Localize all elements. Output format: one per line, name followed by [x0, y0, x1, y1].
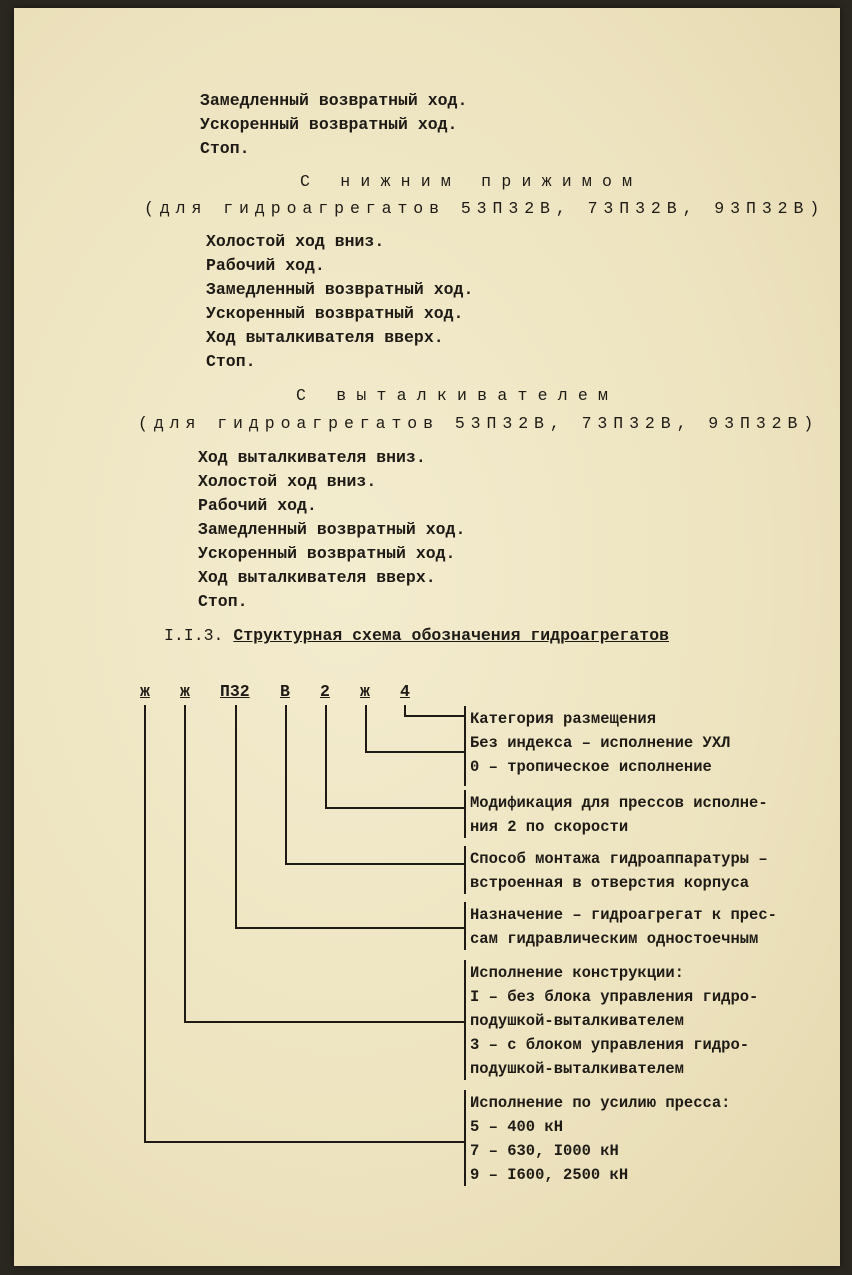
scheme-group-force — [470, 1091, 730, 1187]
force-line-1: Исполнение по усилию пресса: — [470, 1094, 731, 1112]
lower-clamp-item-5: Ход выталкивателя вверх. — [206, 328, 444, 347]
ejector-item-6: Ход выталкивателя вверх. — [198, 568, 436, 587]
scheme-number: I.I.3. — [164, 626, 224, 645]
continuation-line-1: Замедленный возвратный ход. — [200, 91, 468, 110]
scheme-group-design — [470, 961, 758, 1081]
design-line-5: подушкой-выталкивателем — [470, 1060, 684, 1078]
ejector-item-1: Ход выталкивателя вниз. — [198, 448, 426, 467]
mounting-line-2: встроенная в отверстия корпуса — [470, 874, 750, 892]
scheme-group-modification — [470, 791, 768, 839]
code-2: ж — [180, 682, 190, 701]
code-5: 2 — [320, 682, 330, 701]
lower-clamp-item-2: Рабочий ход. — [206, 256, 325, 275]
modification-line-1: Модификация для прессов исполне- — [470, 794, 768, 812]
ejector-item-2: Холостой ход вниз. — [198, 472, 377, 491]
design-line-3: подушкой-выталкивателем — [470, 1012, 684, 1030]
placement-line-1: Категория размещения — [470, 710, 657, 728]
purpose-line-1: Назначение – гидроагрегат к прес- — [470, 906, 777, 924]
scheme-group-mounting — [470, 847, 768, 895]
ejector-title: С выталкивателем — [296, 386, 619, 405]
lower-clamp-item-4: Ускоренный возвратный ход. — [206, 304, 464, 323]
scheme-group-purpose — [470, 903, 777, 951]
force-line-3: 7 – 630, I000 кН — [470, 1142, 619, 1160]
purpose-line-2: сам гидравлическим одностоечным — [470, 930, 759, 948]
placement-line-2: Без индекса – исполнение УХЛ — [470, 734, 731, 752]
continuation-line-3: Стоп. — [200, 139, 250, 158]
lower-clamp-item-6: Стоп. — [206, 352, 256, 371]
ejector-item-3: Рабочий ход. — [198, 496, 317, 515]
force-line-4: 9 – I600, 2500 кН — [470, 1166, 629, 1184]
code-1: ж — [140, 682, 150, 701]
document-page — [14, 8, 840, 1266]
code-6: ж — [360, 682, 370, 701]
ejector-item-5: Ускоренный возвратный ход. — [198, 544, 456, 563]
placement-line-3: 0 – тропическое исполнение — [470, 758, 712, 776]
design-line-2: I – без блока управления гидро- — [470, 988, 759, 1006]
scheme-group-placement — [470, 707, 730, 779]
lower-clamp-item-1: Холостой ход вниз. — [206, 232, 385, 251]
force-line-2: 5 – 400 кН — [470, 1118, 564, 1136]
code-4: В — [280, 682, 290, 701]
mounting-line-1: Способ монтажа гидроаппаратуры – — [470, 850, 768, 868]
ejector-item-4: Замедленный возвратный ход. — [198, 520, 466, 539]
design-line-4: 3 – с блоком управления гидро- — [470, 1036, 750, 1054]
scheme-title: Структурная схема обозначения гидроагрегатов — [233, 626, 669, 645]
lower-clamp-title: С нижним прижимом — [300, 172, 643, 191]
code-3: П32 — [220, 682, 250, 701]
ejector-item-7: Стоп. — [198, 592, 248, 611]
lower-clamp-item-3: Замедленный возвратный ход. — [206, 280, 474, 299]
modification-line-2: ния 2 по скорости — [470, 818, 629, 836]
continuation-line-2: Ускоренный возвратный ход. — [200, 115, 458, 134]
code-7: 4 — [400, 682, 410, 701]
ejector-subtitle: (для гидроагрегатов 53П32В, 73П32В, 93П32В) — [138, 414, 820, 433]
lower-clamp-subtitle: (для гидроагрегатов 53П32В, 73П32В, 93П32В) — [144, 199, 826, 218]
design-line-1: Исполнение конструкции: — [470, 964, 684, 982]
